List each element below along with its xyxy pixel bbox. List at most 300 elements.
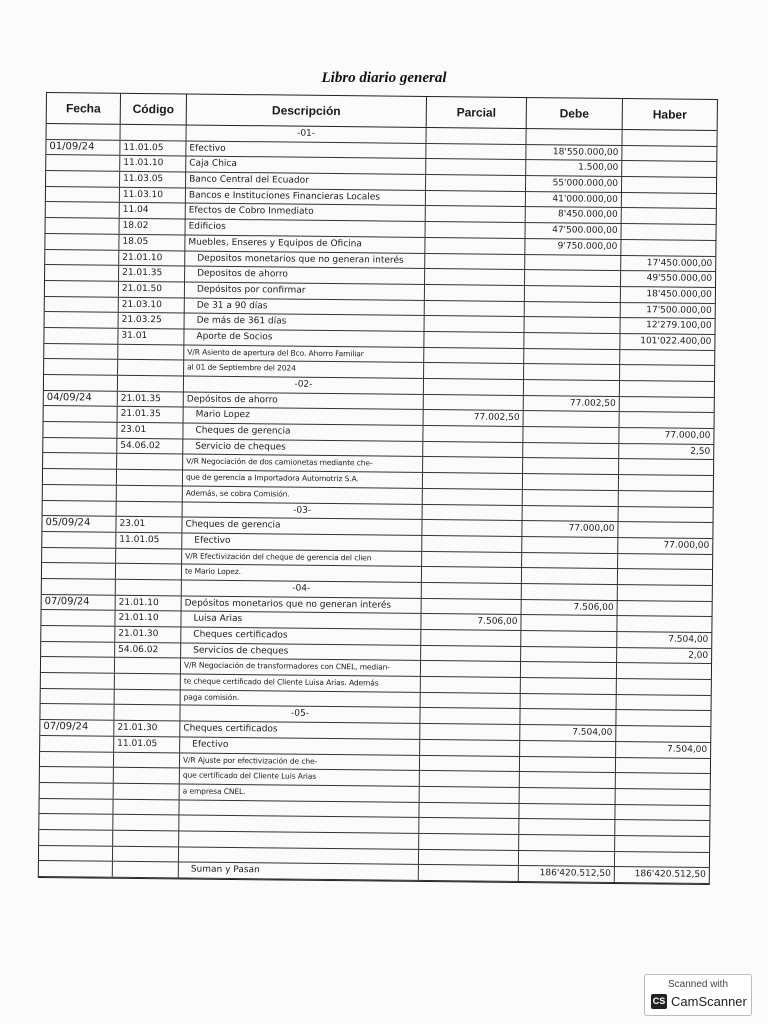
- cell-debe: [525, 255, 621, 271]
- cell-codigo: 11.01.05: [116, 533, 182, 548]
- cell-codigo: 21.01.10: [115, 611, 181, 626]
- cell-codigo: 11.03.10: [120, 188, 186, 203]
- cell-descripcion: Cheques de gerencia: [183, 424, 423, 441]
- cell-descripcion: -05-: [180, 706, 420, 723]
- cell-fecha: [43, 485, 117, 500]
- cell-descripcion: Depósitos de ahorro: [184, 392, 424, 409]
- cell-descripcion: al 01 de Septiembre del 2024: [184, 361, 424, 378]
- cell-fecha: [39, 846, 113, 861]
- cell-haber: 17'450.000,00: [646, 257, 713, 269]
- cell-fecha: 07/09/24: [40, 720, 114, 735]
- cell-debe: 1.500,00: [526, 160, 622, 176]
- cell-debe: [523, 490, 619, 506]
- cell-descripcion: [179, 831, 419, 848]
- cell-parcial: [423, 473, 523, 489]
- cell-descripcion: Depositos de ahorro: [185, 267, 425, 284]
- cell-descripcion: Efectivo: [182, 533, 422, 550]
- cell-haber: [615, 836, 709, 852]
- cell-descripcion: Cheques certificados: [181, 627, 421, 644]
- cell-debe: 41'000.000,00: [526, 192, 622, 208]
- journal-table: [38, 92, 718, 885]
- cell-parcial: [419, 850, 519, 866]
- cell-codigo: 54.06.02: [117, 439, 183, 454]
- cell-fecha: [42, 579, 116, 594]
- cell-haber: 77.000,00: [663, 540, 710, 551]
- cell-debe: [521, 662, 617, 678]
- cell-haber: [616, 758, 710, 774]
- cell-haber: [615, 852, 709, 868]
- cell-codigo: [114, 705, 180, 720]
- cell-haber: [620, 412, 714, 428]
- cell-debe: [521, 631, 617, 647]
- cell-debe: 18'550.000,00: [526, 145, 622, 161]
- cell-parcial: [421, 677, 521, 693]
- cell-debe: 77.002,50: [524, 396, 620, 412]
- cell-fecha: [42, 563, 116, 578]
- cell-fecha: [44, 375, 118, 390]
- cell-debe: [523, 474, 619, 490]
- cell-fecha: [41, 689, 115, 704]
- cell-parcial: 77.002,50: [424, 410, 524, 426]
- cell-descripcion: De más de 361 días: [185, 314, 425, 331]
- cell-codigo: [113, 815, 179, 830]
- cell-haber: [620, 350, 714, 366]
- cell-fecha: [43, 453, 117, 468]
- cell-descripcion: V/R Ajuste por efectivización de che-: [180, 753, 420, 770]
- cell-haber: [616, 726, 710, 742]
- cell-codigo: [118, 360, 184, 375]
- cell-debe: 77.000,00: [522, 521, 618, 537]
- cell-descripcion: Servicio de cheques: [183, 439, 423, 456]
- cell-parcial: [423, 457, 523, 473]
- cell-haber: [618, 601, 712, 617]
- cell-descripcion: Luisa Arias: [181, 612, 421, 629]
- cell-haber: 2,00: [688, 650, 709, 661]
- cell-descripcion: V/R Negociación de transformadores con CNEL, median-: [181, 659, 421, 676]
- cell-descripcion: Mario Lopez: [184, 408, 424, 425]
- cell-descripcion: te cheque certificado del Cliente Luisa Arias. Además: [181, 675, 421, 692]
- header-codigo: Código: [121, 94, 187, 125]
- cell-fecha: [46, 218, 120, 233]
- cell-codigo: 21.01.30: [115, 627, 181, 642]
- cell-debe: [524, 380, 620, 396]
- cell-descripcion: Muebles, Enseres y Equipos de Oficina: [185, 235, 425, 252]
- cell-codigo: 23.01: [116, 517, 182, 532]
- cell-codigo: [117, 470, 183, 485]
- cell-debe: [523, 506, 619, 522]
- cell-descripcion: -01-: [187, 125, 427, 142]
- header-fecha: Fecha: [47, 93, 121, 124]
- cell-debe: [520, 757, 616, 773]
- cell-haber: [620, 365, 714, 381]
- cell-descripcion: [179, 816, 419, 833]
- cell-fecha: [46, 171, 120, 186]
- cell-parcial: [426, 206, 526, 222]
- cell-fecha: [43, 438, 117, 453]
- cell-debe: [524, 364, 620, 380]
- cell-fecha: [41, 657, 115, 672]
- cell-haber: [617, 695, 711, 711]
- cell-fecha: 01/09/24: [46, 140, 120, 155]
- cell-fecha: [39, 861, 113, 876]
- cell-codigo: 21.01.35: [118, 407, 184, 422]
- cell-debe: [525, 317, 621, 333]
- cell-parcial: [422, 599, 522, 615]
- cell-fecha: [43, 422, 117, 437]
- cell-haber: 12'279.100,00: [646, 320, 712, 332]
- cell-haber: [622, 161, 716, 177]
- cell-descripcion: Cheques certificados: [180, 722, 420, 739]
- cell-parcial: [424, 332, 524, 348]
- cell-fecha: [41, 673, 115, 688]
- cell-parcial: [426, 159, 526, 175]
- cell-parcial: [425, 285, 525, 301]
- cell-codigo: 21.01.35: [118, 391, 184, 406]
- cell-fecha: [45, 297, 119, 312]
- cell-codigo: 21.01.50: [119, 282, 185, 297]
- cell-parcial: [419, 834, 519, 850]
- cell-debe: 47'500.000,00: [525, 223, 621, 239]
- cell-parcial: [426, 175, 526, 191]
- cell-fecha: 04/09/24: [44, 391, 118, 406]
- cell-parcial: [421, 693, 521, 709]
- cell-debe: [525, 302, 621, 318]
- cell-fecha: [45, 234, 119, 249]
- cell-haber: [620, 381, 714, 397]
- cell-fecha: [44, 406, 118, 421]
- cell-parcial: [422, 552, 522, 568]
- cell-haber: [622, 193, 716, 209]
- cell-haber: 77.000,00: [664, 430, 711, 442]
- cell-parcial: [422, 536, 522, 552]
- cell-haber: [618, 569, 712, 585]
- cell-debe: [522, 553, 618, 569]
- cell-parcial: [419, 865, 519, 881]
- cell-debe: [519, 819, 615, 835]
- cell-descripcion: [179, 800, 419, 817]
- cell-codigo: [113, 831, 179, 846]
- cell-codigo: 11.01.10: [120, 156, 186, 171]
- cell-fecha: [44, 359, 118, 374]
- header-parcial: Parcial: [427, 97, 527, 128]
- cell-descripcion: Caja Chica: [186, 157, 426, 174]
- cell-debe: 186'420.512,50: [519, 866, 615, 882]
- cell-debe: 7.504,00: [520, 725, 616, 741]
- cell-fecha: [39, 814, 113, 829]
- cell-fecha: [42, 532, 116, 547]
- cell-haber: [617, 616, 711, 632]
- cell-codigo: 11.04: [120, 203, 186, 218]
- cell-codigo: 21.01.10: [116, 595, 182, 610]
- cell-parcial: [426, 128, 526, 144]
- cell-descripcion: que de gerencia a Importadora Automotriz S.A.: [183, 471, 423, 488]
- header-debe: Debe: [527, 98, 623, 129]
- cell-descripcion: Edificios: [186, 220, 426, 237]
- cell-parcial: [426, 191, 526, 207]
- cell-fecha: [47, 124, 121, 139]
- cell-codigo: 54.06.02: [115, 642, 181, 657]
- cell-debe: [522, 584, 618, 600]
- cell-haber: [619, 507, 713, 523]
- cell-debe: [524, 411, 620, 427]
- cell-haber: [617, 663, 711, 679]
- camscanner-logo-icon: CS: [651, 994, 667, 1009]
- cell-debe: [524, 349, 620, 365]
- cell-haber: 49'550.000,00: [646, 273, 713, 285]
- cell-parcial: [425, 269, 525, 285]
- cell-debe: [521, 615, 617, 631]
- cell-fecha: [40, 783, 114, 798]
- cell-parcial: [425, 238, 525, 254]
- cell-codigo: [116, 580, 182, 595]
- cell-parcial: [425, 316, 525, 332]
- cell-codigo: [121, 125, 187, 140]
- cell-codigo: [115, 690, 181, 705]
- cell-descripcion: Depósitos monetarios que no generan interés: [182, 596, 422, 613]
- cell-debe: [520, 709, 616, 725]
- camscanner-watermark: [644, 974, 752, 1016]
- cell-haber: [620, 397, 714, 413]
- cell-fecha: [43, 500, 117, 515]
- cell-haber: [619, 475, 713, 491]
- cell-descripcion: V/R Asiento de apertura del Bco. Ahorro Familiar: [184, 345, 424, 362]
- cell-haber: [616, 710, 710, 726]
- cell-debe: [521, 678, 617, 694]
- cell-descripcion: De 31 a 90 días: [185, 298, 425, 315]
- cell-fecha: [40, 736, 114, 751]
- watermark-caption: Scanned with: [667, 979, 729, 990]
- cell-descripcion: que certificado del Cliente Luis Arias: [180, 769, 420, 786]
- cell-parcial: [420, 787, 520, 803]
- cell-descripcion: -03-: [183, 502, 423, 519]
- cell-parcial: [422, 567, 522, 583]
- cell-debe: [525, 286, 621, 302]
- cell-haber: [619, 459, 713, 475]
- cell-debe: [522, 537, 618, 553]
- cell-debe: [520, 741, 616, 757]
- cell-codigo: [118, 344, 184, 359]
- cell-parcial: [425, 301, 525, 317]
- cell-descripcion: Depósitos por confirmar: [185, 282, 425, 299]
- cell-descripcion: te Mario Lopez.: [182, 565, 422, 582]
- cell-haber: [619, 491, 713, 507]
- cell-haber: 18'450.000,00: [646, 289, 712, 300]
- cell-parcial: [420, 755, 520, 771]
- cell-debe: 8'450.000,00: [526, 207, 622, 223]
- cell-haber: [621, 240, 715, 256]
- cell-codigo: 31.01: [118, 329, 184, 344]
- cell-codigo: 11.01.05: [114, 737, 180, 752]
- cell-descripcion: Suman y Pasan: [179, 863, 419, 880]
- cell-haber: 7.504,00: [668, 634, 709, 645]
- cell-debe: 9'750.000,00: [525, 239, 621, 255]
- cell-codigo: [113, 799, 179, 814]
- cell-haber: 7.504,00: [667, 744, 708, 755]
- cell-parcial: [420, 724, 520, 740]
- cell-codigo: [117, 454, 183, 469]
- cell-fecha: [40, 704, 114, 719]
- cell-fecha: [45, 250, 119, 265]
- cell-parcial: [425, 253, 525, 269]
- cell-codigo: 21.01.30: [114, 721, 180, 736]
- cell-descripcion: Efectivo: [180, 737, 420, 754]
- cell-fecha: 05/09/24: [42, 516, 116, 531]
- cell-parcial: [426, 222, 526, 238]
- cell-fecha: [45, 312, 119, 327]
- cell-codigo: [117, 486, 183, 501]
- cell-debe: [520, 788, 616, 804]
- cell-parcial: [424, 363, 524, 379]
- cell-haber: [618, 554, 712, 570]
- cell-fecha: [44, 344, 118, 359]
- cell-debe: 7.506,00: [522, 600, 618, 616]
- cell-debe: [523, 427, 619, 443]
- cell-fecha: [41, 610, 115, 625]
- cell-parcial: [422, 583, 522, 599]
- cell-haber: [616, 773, 710, 789]
- cell-parcial: [423, 442, 523, 458]
- cell-parcial: [420, 708, 520, 724]
- cell-descripcion: -02-: [184, 376, 424, 393]
- cell-haber: 101'022.400,00: [640, 336, 712, 347]
- cell-parcial: [419, 818, 519, 834]
- cell-haber: [622, 208, 716, 224]
- cell-parcial: [424, 395, 524, 411]
- cell-fecha: [40, 767, 114, 782]
- cell-codigo: 23.01: [117, 423, 183, 438]
- cell-fecha: [40, 751, 114, 766]
- cell-debe: [521, 647, 617, 663]
- cell-parcial: [421, 661, 521, 677]
- table-body: [39, 124, 717, 884]
- cell-codigo: [116, 548, 182, 563]
- cell-parcial: [423, 489, 523, 505]
- cell-descripcion: [179, 847, 419, 864]
- cell-descripcion: Aporte de Socios: [184, 329, 424, 346]
- cell-descripcion: -04-: [182, 580, 422, 597]
- cell-codigo: [113, 862, 179, 877]
- cell-fecha: [42, 548, 116, 563]
- cell-debe: [519, 835, 615, 851]
- header-descripcion: Descripción: [187, 94, 427, 127]
- cell-fecha: [45, 281, 119, 296]
- cell-codigo: [118, 376, 184, 391]
- cell-codigo: 21.03.10: [119, 297, 185, 312]
- cell-haber: [617, 679, 711, 695]
- cell-descripcion: Además, se cobra Comisión.: [183, 486, 423, 503]
- cell-fecha: [46, 202, 120, 217]
- cell-fecha: [39, 830, 113, 845]
- cell-haber: [618, 522, 712, 538]
- cell-parcial: [421, 646, 521, 662]
- cell-fecha: [45, 265, 119, 280]
- cell-codigo: [115, 658, 181, 673]
- cell-debe: [525, 270, 621, 286]
- cell-descripcion: V/R Negociación de dos camionetas mediante che-: [183, 455, 423, 472]
- cell-haber: [615, 805, 709, 821]
- cell-fecha: [41, 626, 115, 641]
- cell-debe: [524, 333, 620, 349]
- cell-fecha: [41, 642, 115, 657]
- cell-codigo: [116, 564, 182, 579]
- cell-debe: 55'000.000,00: [526, 176, 622, 192]
- cell-descripcion: paga comisión.: [181, 690, 421, 707]
- cell-debe: [519, 804, 615, 820]
- cell-descripcion: Efectos de Cobro Inmediato: [186, 204, 426, 221]
- cell-haber: [622, 130, 716, 146]
- cell-codigo: 11.01.05: [120, 140, 186, 155]
- cell-codigo: [117, 501, 183, 516]
- cell-descripcion: a empresa CNEL.: [180, 784, 420, 801]
- cell-parcial: [419, 803, 519, 819]
- cell-parcial: [423, 504, 523, 520]
- cell-codigo: [114, 752, 180, 767]
- cell-debe: [523, 443, 619, 459]
- cell-descripcion: Efectivo: [186, 141, 426, 158]
- cell-debe: [519, 851, 615, 867]
- cell-parcial: [424, 348, 524, 364]
- cell-fecha: [46, 155, 120, 170]
- cell-descripcion: V/R Efectivización del cheque de gerencia del clien: [182, 549, 422, 566]
- watermark-brand: CamScanner: [671, 994, 747, 1009]
- cell-parcial: [422, 520, 522, 536]
- cell-descripcion: Bancos e Instituciones Financieras Locales: [186, 188, 426, 205]
- cell-codigo: [114, 784, 180, 799]
- cell-descripcion: Cheques de gerencia: [182, 518, 422, 535]
- cell-debe: [521, 694, 617, 710]
- header-haber: Haber: [652, 107, 687, 122]
- cell-parcial: 7.506,00: [421, 614, 521, 630]
- cell-descripcion: Servicios de cheques: [181, 643, 421, 660]
- cell-haber: 2,50: [690, 446, 711, 457]
- cell-parcial: [424, 379, 524, 395]
- cell-parcial: [420, 771, 520, 787]
- cell-parcial: [420, 740, 520, 756]
- cell-debe: [523, 458, 619, 474]
- cell-haber: [622, 146, 716, 162]
- cell-parcial: [426, 144, 526, 160]
- cell-codigo: 21.01.10: [119, 250, 185, 265]
- cell-fecha: [44, 328, 118, 343]
- cell-haber: [618, 585, 712, 601]
- cell-debe: [522, 568, 618, 584]
- cell-codigo: [115, 674, 181, 689]
- cell-parcial: [421, 630, 521, 646]
- cell-codigo: [114, 768, 180, 783]
- cell-codigo: 11.03.05: [120, 172, 186, 187]
- cell-haber: 186'420.512,50: [634, 869, 706, 881]
- cell-haber: [615, 820, 709, 836]
- cell-descripcion: Banco Central del Ecuador: [186, 173, 426, 190]
- cell-codigo: 18.05: [119, 235, 185, 250]
- cell-fecha: [39, 799, 113, 814]
- cell-debe: [526, 129, 622, 145]
- cell-debe: [520, 772, 616, 788]
- cell-codigo: 21.01.35: [119, 266, 185, 281]
- page-title: Libro diario general: [321, 70, 447, 86]
- cell-fecha: [46, 187, 120, 202]
- cell-descripcion: Depositos monetarios que no generan interés: [185, 251, 425, 268]
- cell-fecha: 07/09/24: [42, 595, 116, 610]
- cell-haber: 17'500.000,00: [646, 304, 712, 316]
- cell-codigo: 18.02: [120, 219, 186, 234]
- cell-haber: [616, 789, 710, 805]
- cell-haber: [622, 177, 716, 193]
- cell-codigo: 21.03.25: [119, 313, 185, 328]
- cell-fecha: [43, 469, 117, 484]
- cell-codigo: [113, 846, 179, 861]
- cell-haber: [621, 224, 715, 240]
